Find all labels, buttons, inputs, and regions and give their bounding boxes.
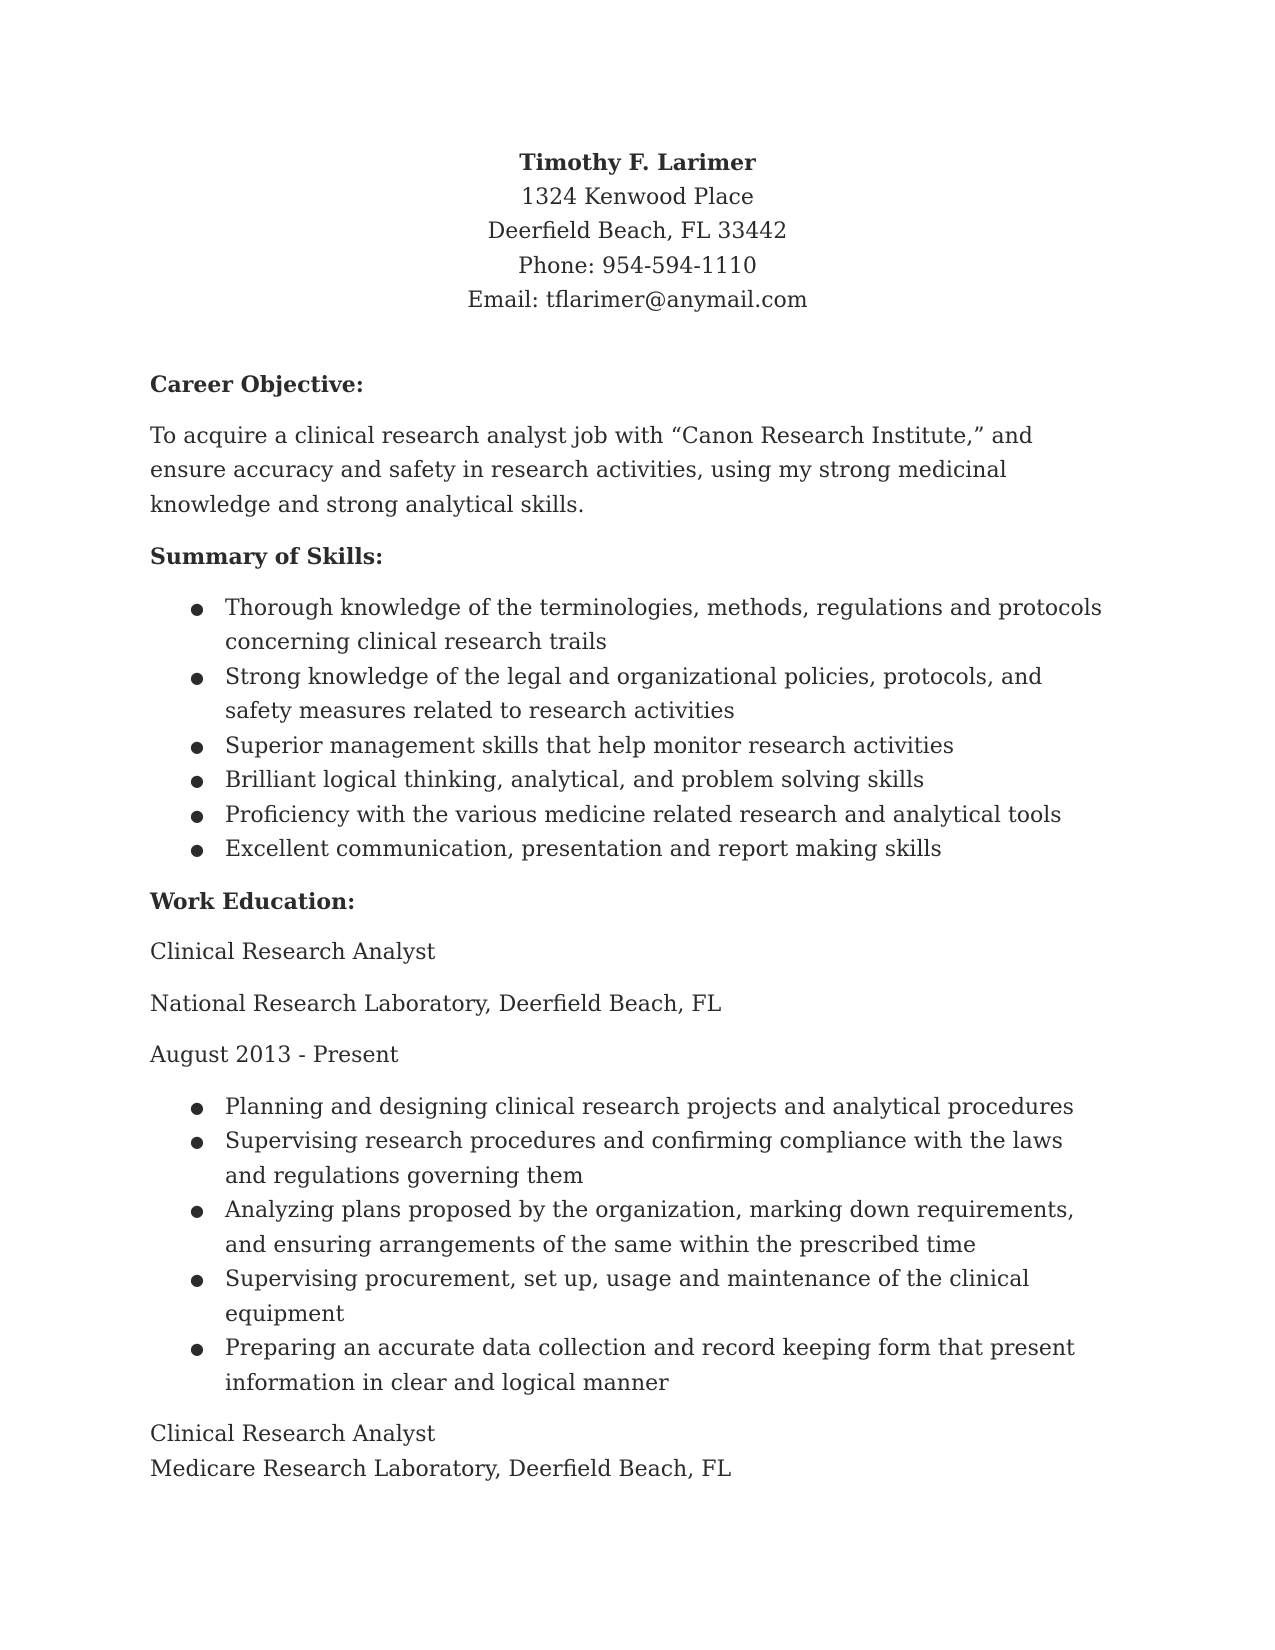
email-line: Email: tflarimer@anymail.com (467, 288, 808, 313)
career-objective-heading: Career Objective: (150, 372, 364, 398)
list-item (150, 661, 1110, 730)
skill-text: Brilliant logical thinking, analytical, and problem solving skills (225, 768, 925, 793)
address-line-1: 1324 Kenwood Place (521, 184, 754, 210)
skill-text: Superior management skills that help monitor research activities (225, 733, 955, 759)
list-item (150, 592, 1110, 661)
bullet-icon: ● (190, 771, 204, 790)
job-employer: National Research Laboratory, Deerfield Beach, FL (150, 991, 722, 1017)
duty-text: Supervising procurement, set up, usage and maintenance of the clinical equipment (225, 1267, 1030, 1327)
list-item (150, 1091, 1110, 1126)
skills-heading: Summary of Skills: (150, 544, 384, 570)
list-item (150, 1332, 1110, 1401)
duty-text: Preparing an accurate data collection and record keeping form that present information in clear and logical manner (225, 1336, 1075, 1396)
duty-text: Planning and designing clinical research projects and analytical procedures (225, 1094, 1074, 1120)
duty-text: Supervising research procedures and confirming compliance with the laws and regulations governing them (225, 1129, 1063, 1189)
phone-line: Phone: 954-594-1110 (518, 253, 757, 279)
bullet-icon: ● (190, 1270, 204, 1289)
bullet-icon: ● (190, 598, 204, 618)
skills-list (150, 592, 1110, 868)
job-employer: Medicare Research Laboratory, Deerfield Beach, FL (150, 1456, 732, 1482)
bullet-icon: ● (190, 1339, 204, 1358)
job-title: Clinical Research Analyst (150, 1422, 436, 1447)
bullet-icon: ● (190, 805, 204, 825)
skill-text: Proficiency with the various medicine related research and analytical tools (225, 802, 1062, 828)
address-line-2: Deerfield Beach, FL 33442 (487, 219, 788, 244)
bullet-icon: ● (190, 840, 204, 859)
career-objective-text: To acquire a clinical research analyst job with “Canon Research Institute,” and ensure accuracy and safety in research activities, using my strong medicinal knowledge and strong analytical skills. (150, 423, 1033, 518)
applicant-name: Timothy F. Larimer (519, 150, 756, 176)
bullet-icon: ● (190, 1097, 204, 1117)
skill-text: Excellent communication, presentation and report making skills (225, 837, 942, 862)
bullet-icon: ● (190, 1132, 204, 1151)
duties-list (150, 1091, 1110, 1402)
bullet-icon: ● (190, 736, 204, 756)
duty-text: Analyzing plans proposed by the organization, marking down requirements, and ensuring arrangements of the same within the prescribed time (225, 1198, 1075, 1258)
list-item (150, 833, 1110, 868)
contact-header (0, 146, 1275, 319)
skill-text: Strong knowledge of the legal and organizational policies, protocols, and safety measures related to research activities (225, 664, 1043, 724)
list-item (150, 1263, 1110, 1332)
list-item (150, 799, 1110, 834)
work-heading: Work Education: (150, 888, 356, 915)
resume-body (150, 368, 1110, 1487)
job-dates: August 2013 - Present (150, 1043, 399, 1068)
list-item (150, 1194, 1110, 1263)
job-title: Clinical Research Analyst (150, 940, 436, 965)
list-item (150, 1125, 1110, 1194)
list-item (150, 730, 1110, 765)
list-item (150, 764, 1110, 799)
bullet-icon: ● (190, 667, 204, 687)
bullet-icon: ● (190, 1201, 204, 1220)
skill-text: Thorough knowledge of the terminologies, methods, regulations and protocols concerning clinical research trails (225, 595, 1103, 655)
